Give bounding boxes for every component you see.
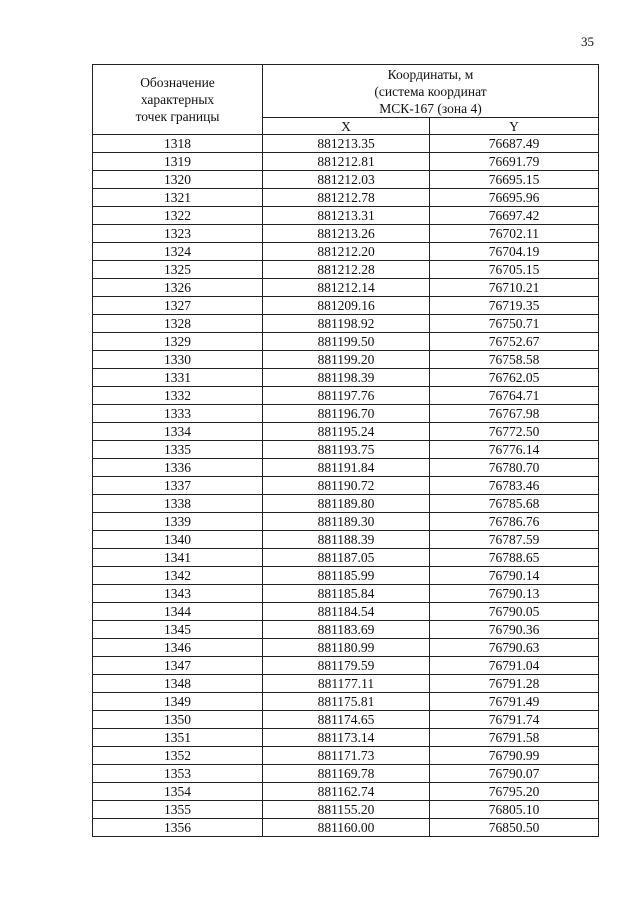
y-cell: 76788.65 (430, 549, 599, 567)
page-number: 35 (581, 34, 594, 49)
y-cell: 76795.20 (430, 783, 599, 801)
x-cell: 881169.78 (263, 765, 430, 783)
point-cell: 1324 (93, 243, 263, 261)
table-row (93, 423, 599, 441)
y-cell: 76850.50 (430, 819, 599, 837)
x-cell: 881180.99 (263, 639, 430, 657)
point-cell: 1319 (93, 153, 263, 171)
y-cell: 76791.58 (430, 729, 599, 747)
y-cell: 76704.19 (430, 243, 599, 261)
point-cell: 1344 (93, 603, 263, 621)
point-cell: 1326 (93, 279, 263, 297)
point-cell: 1335 (93, 441, 263, 459)
header-coord-line: МСК-167 (зона 4) (379, 100, 482, 116)
x-cell: 881185.84 (263, 585, 430, 603)
coordinates-table (92, 64, 599, 837)
point-cell: 1336 (93, 459, 263, 477)
point-cell: 1353 (93, 765, 263, 783)
x-cell: 881195.24 (263, 423, 430, 441)
x-cell: 881175.81 (263, 693, 430, 711)
table-row (93, 567, 599, 585)
table-row (93, 639, 599, 657)
y-cell: 76762.05 (430, 369, 599, 387)
y-cell: 76710.21 (430, 279, 599, 297)
x-cell: 881177.11 (263, 675, 430, 693)
x-cell: 881198.39 (263, 369, 430, 387)
y-cell: 76687.49 (430, 135, 599, 153)
x-cell: 881212.14 (263, 279, 430, 297)
point-cell: 1327 (93, 297, 263, 315)
x-cell: 881155.20 (263, 801, 430, 819)
y-cell: 76695.96 (430, 189, 599, 207)
table-row (93, 477, 599, 495)
point-cell: 1321 (93, 189, 263, 207)
y-cell: 76752.67 (430, 333, 599, 351)
y-cell: 76791.04 (430, 657, 599, 675)
x-cell: 881160.00 (263, 819, 430, 837)
table-row (93, 279, 599, 297)
table-row (93, 351, 599, 369)
point-cell: 1345 (93, 621, 263, 639)
x-cell: 881213.31 (263, 207, 430, 225)
table-row (93, 189, 599, 207)
y-cell: 76790.07 (430, 765, 599, 783)
y-cell: 76750.71 (430, 315, 599, 333)
y-cell: 76776.14 (430, 441, 599, 459)
y-cell: 76790.13 (430, 585, 599, 603)
x-cell: 881198.92 (263, 315, 430, 333)
y-cell: 76786.76 (430, 513, 599, 531)
point-cell: 1318 (93, 135, 263, 153)
point-cell: 1332 (93, 387, 263, 405)
x-cell: 881171.73 (263, 747, 430, 765)
x-cell: 881196.70 (263, 405, 430, 423)
x-cell: 881191.84 (263, 459, 430, 477)
y-cell: 76767.98 (430, 405, 599, 423)
x-cell: 881213.26 (263, 225, 430, 243)
point-cell: 1342 (93, 567, 263, 585)
table-row (93, 225, 599, 243)
table-row (93, 135, 599, 153)
table-row (93, 513, 599, 531)
table-row (93, 243, 599, 261)
table-row (93, 747, 599, 765)
x-cell: 881183.69 (263, 621, 430, 639)
table-row (93, 297, 599, 315)
x-cell: 881179.59 (263, 657, 430, 675)
table-row (93, 405, 599, 423)
y-cell: 76695.15 (430, 171, 599, 189)
point-cell: 1343 (93, 585, 263, 603)
point-cell: 1356 (93, 819, 263, 837)
header-coord-line: Координаты, м (387, 66, 474, 82)
x-cell: 881212.03 (263, 171, 430, 189)
x-cell: 881188.39 (263, 531, 430, 549)
header-point-line: точек границы (135, 109, 220, 124)
x-cell: 881189.80 (263, 495, 430, 513)
point-cell: 1355 (93, 801, 263, 819)
point-cell: 1348 (93, 675, 263, 693)
y-cell: 76702.11 (430, 225, 599, 243)
y-cell: 76783.46 (430, 477, 599, 495)
point-cell: 1330 (93, 351, 263, 369)
x-cell: 881190.72 (263, 477, 430, 495)
table-row (93, 171, 599, 189)
table-row (93, 495, 599, 513)
point-cell: 1339 (93, 513, 263, 531)
x-cell: 881212.28 (263, 261, 430, 279)
table-row (93, 387, 599, 405)
x-cell: 881174.65 (263, 711, 430, 729)
y-cell: 76764.71 (430, 387, 599, 405)
header-coordinates (263, 65, 599, 118)
point-cell: 1328 (93, 315, 263, 333)
table-body (93, 135, 599, 837)
point-cell: 1329 (93, 333, 263, 351)
table-row (93, 369, 599, 387)
point-cell: 1325 (93, 261, 263, 279)
table-row (93, 333, 599, 351)
point-cell: 1350 (93, 711, 263, 729)
x-cell: 881184.54 (263, 603, 430, 621)
point-cell: 1341 (93, 549, 263, 567)
x-cell: 881199.50 (263, 333, 430, 351)
point-cell: 1323 (93, 225, 263, 243)
x-cell: 881187.05 (263, 549, 430, 567)
point-cell: 1337 (93, 477, 263, 495)
point-cell: 1352 (93, 747, 263, 765)
point-cell: 1334 (93, 423, 263, 441)
table-row (93, 531, 599, 549)
x-cell: 881173.14 (263, 729, 430, 747)
table-row (93, 657, 599, 675)
table-row (93, 675, 599, 693)
x-cell: 881162.74 (263, 783, 430, 801)
header-x: X (263, 118, 430, 135)
x-cell: 881189.30 (263, 513, 430, 531)
point-cell: 1351 (93, 729, 263, 747)
point-cell: 1331 (93, 369, 263, 387)
y-cell: 76790.63 (430, 639, 599, 657)
y-cell: 76780.70 (430, 459, 599, 477)
y-cell: 76719.35 (430, 297, 599, 315)
y-cell: 76791.28 (430, 675, 599, 693)
table-row (93, 585, 599, 603)
point-cell: 1333 (93, 405, 263, 423)
y-cell: 76691.79 (430, 153, 599, 171)
table-row (93, 603, 599, 621)
table-row (93, 261, 599, 279)
y-cell: 76785.68 (430, 495, 599, 513)
y-cell: 76790.14 (430, 567, 599, 585)
x-cell: 881212.20 (263, 243, 430, 261)
table-row (93, 819, 599, 837)
x-cell: 881213.35 (263, 135, 430, 153)
y-cell: 76791.49 (430, 693, 599, 711)
table-row (93, 765, 599, 783)
header-y: Y (430, 118, 599, 135)
table-row (93, 729, 599, 747)
y-cell: 76790.05 (430, 603, 599, 621)
x-cell: 881199.20 (263, 351, 430, 369)
table-row (93, 441, 599, 459)
x-cell: 881185.99 (263, 567, 430, 585)
header-point-designation (93, 65, 263, 135)
y-cell: 76772.50 (430, 423, 599, 441)
table-row (93, 693, 599, 711)
point-cell: 1340 (93, 531, 263, 549)
table-row (93, 801, 599, 819)
y-cell: 76791.74 (430, 711, 599, 729)
point-cell: 1347 (93, 657, 263, 675)
point-cell: 1322 (93, 207, 263, 225)
x-cell: 881193.75 (263, 441, 430, 459)
header-point-line: Обозначение (140, 75, 215, 90)
header-point-line: характерных (140, 92, 215, 107)
point-cell: 1346 (93, 639, 263, 657)
x-cell: 881209.16 (263, 297, 430, 315)
point-cell: 1349 (93, 693, 263, 711)
y-cell: 76697.42 (430, 207, 599, 225)
header-coord-line: (система координат (374, 83, 487, 99)
table-row (93, 315, 599, 333)
table-row (93, 153, 599, 171)
table-row (93, 459, 599, 477)
table-row (93, 711, 599, 729)
y-cell: 76705.15 (430, 261, 599, 279)
y-cell: 76805.10 (430, 801, 599, 819)
point-cell: 1320 (93, 171, 263, 189)
x-cell: 881212.78 (263, 189, 430, 207)
x-cell: 881197.76 (263, 387, 430, 405)
table-row (93, 549, 599, 567)
y-cell: 76787.59 (430, 531, 599, 549)
y-cell: 76758.58 (430, 351, 599, 369)
table-row (93, 783, 599, 801)
point-cell: 1354 (93, 783, 263, 801)
x-cell: 881212.81 (263, 153, 430, 171)
y-cell: 76790.99 (430, 747, 599, 765)
table-row (93, 207, 599, 225)
table-row (93, 621, 599, 639)
point-cell: 1338 (93, 495, 263, 513)
y-cell: 76790.36 (430, 621, 599, 639)
